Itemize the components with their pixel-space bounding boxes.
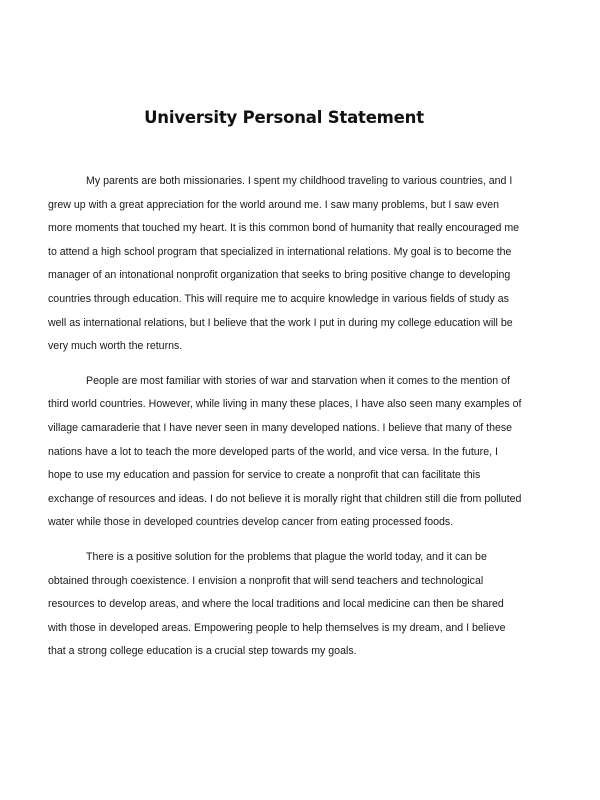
paragraph-2: People are most familiar with stories of war and starvation when it comes to the mention of third world countries. However, while living in many these places, I have also seen many examples of village camaraderie that I have never seen in many developed nations. I believe that many of these nations have a lot to teach the more developed parts of the world, and vice versa. In the future, I hope to use my education and passion for service to create a nonprofit that can facilitate this exchange of resources and ideas. I do not believe it is morally right that children still die from polluted water while those in developed countries develop cancer from eating processed foods. — [48, 374, 522, 529]
paragraph-3: There is a positive solution for the problems that plague the world today, and it can be obtained through coexistence. I envision a nonprofit that will send teachers and technological resources to develop areas, and where the local traditions and local medicine can then be shared with those in developed areas. Empowering people to help themselves is my dream, and I believe that a strong college education is a crucial step towards my goals. — [48, 550, 506, 658]
paragraph-1: My parents are both missionaries. I spent my childhood traveling to various countries, and I grew up with a great appreciation for the world around me. I saw many problems, but I saw even more moments that touched my heart. It is this common bond of humanity that really encouraged me to attend a high school program that specialized in international relations. My goal is to become the manager of an intonational nonprofit organization that seeks to bring positive change to developing countries through education. This will require me to acquire knowledge in various fields of study as well as international relations, but I believe that the work I put in during my college education will be very much worth the returns. — [48, 175, 520, 353]
document-body — [48, 170, 522, 675]
document-title: University Personal Statement — [144, 108, 424, 127]
